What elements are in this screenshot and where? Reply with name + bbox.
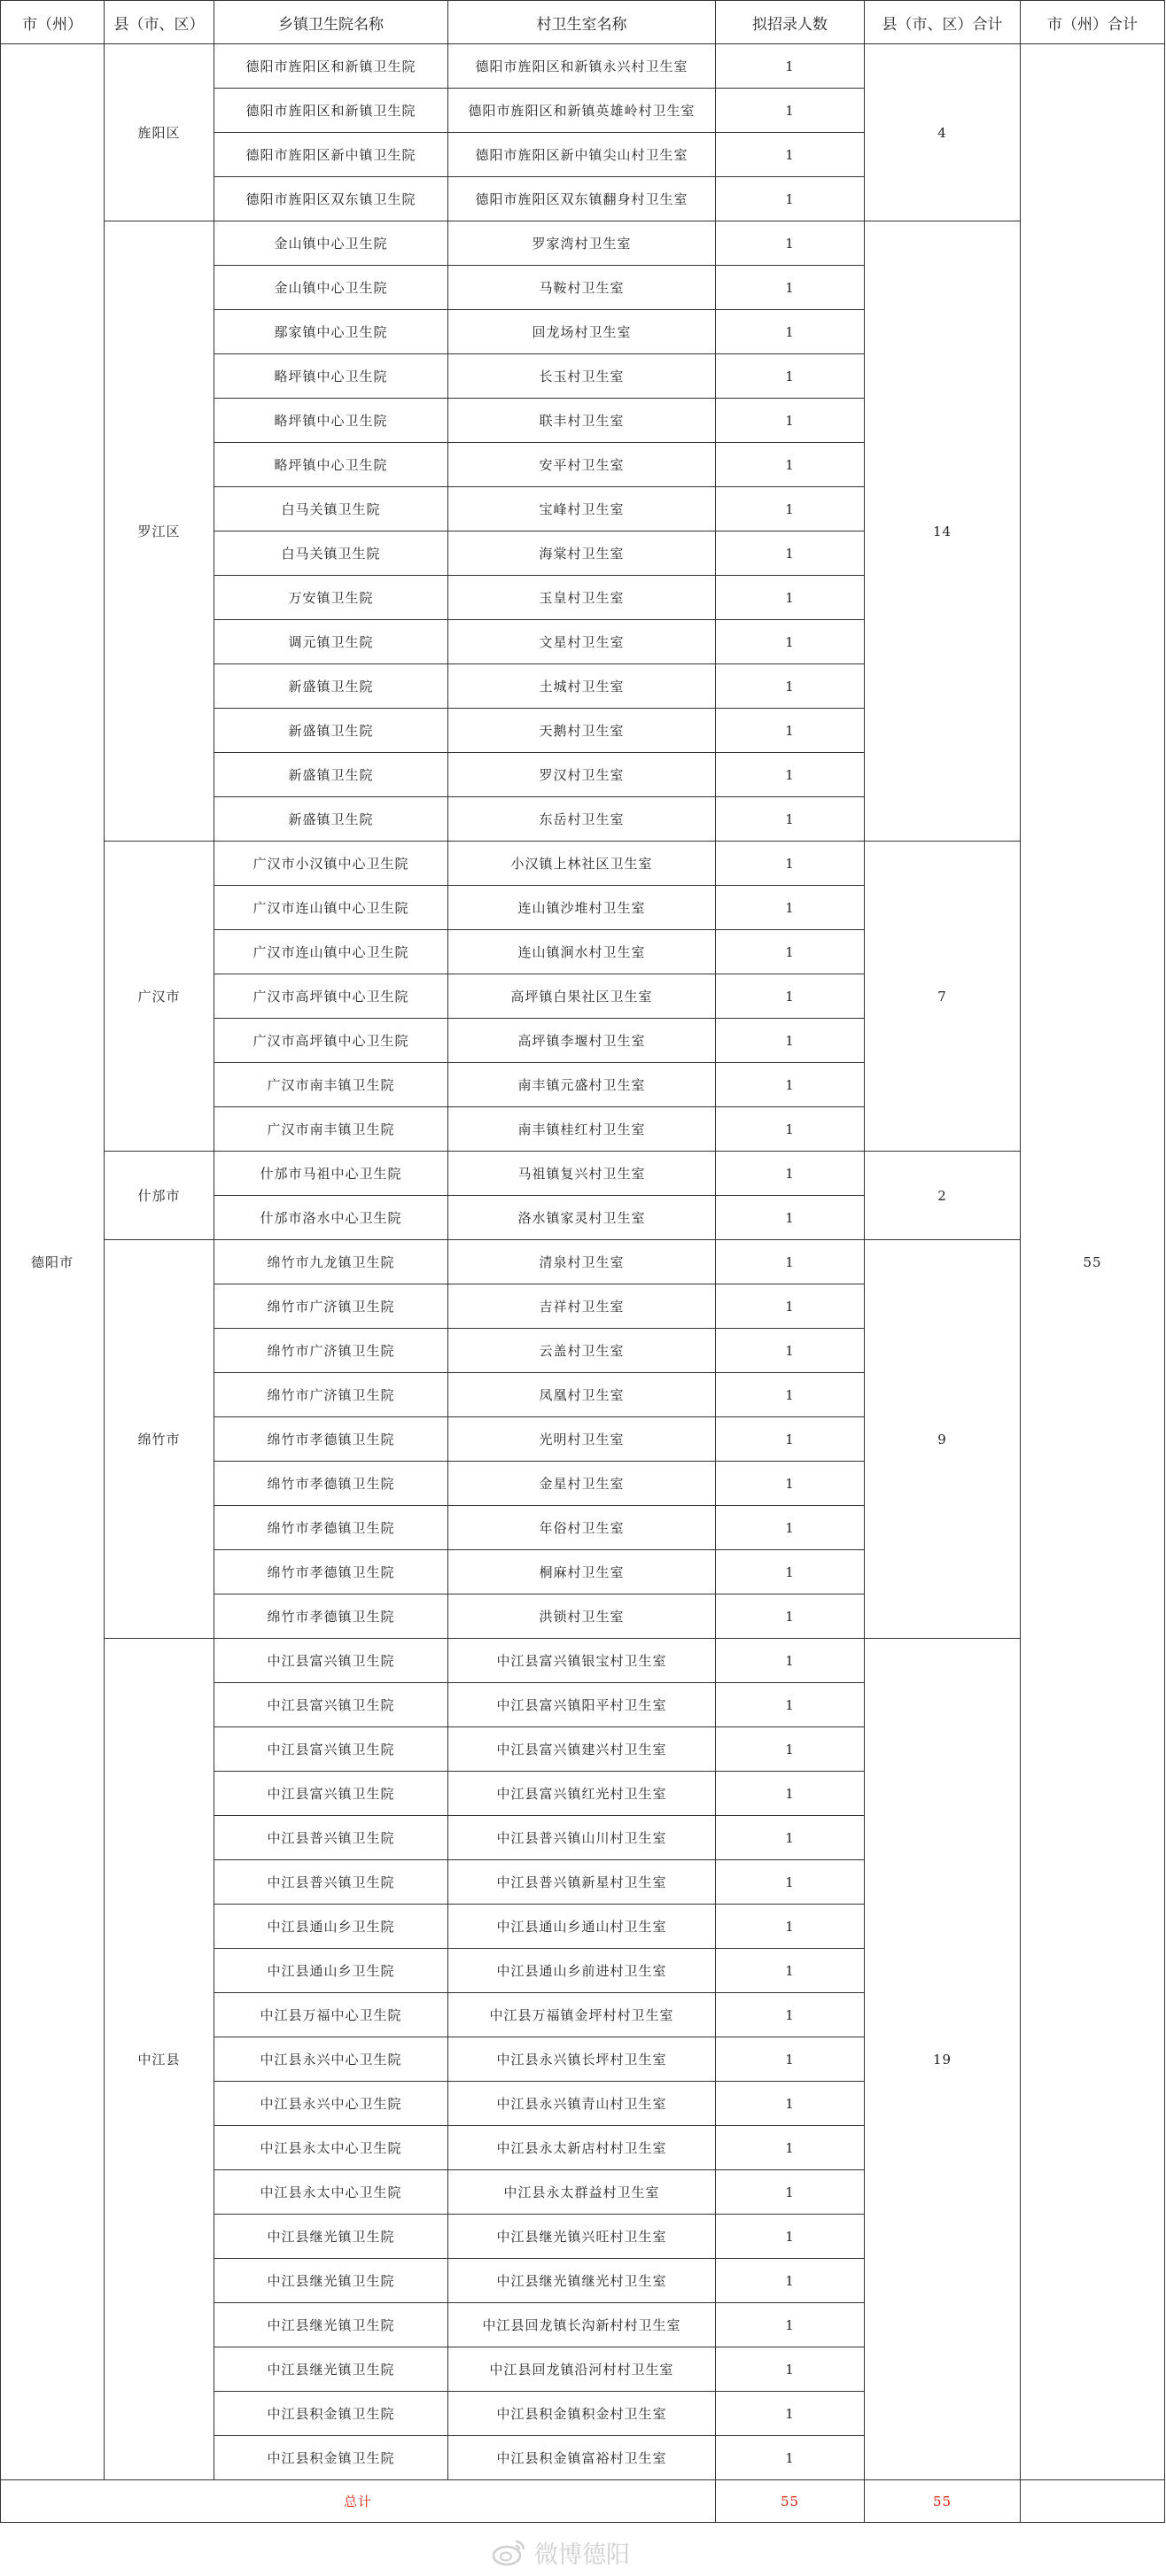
township-clinic-cell: 广汉市连山镇中心卫生院 xyxy=(214,930,448,974)
village-clinic-cell: 中江县继光镇继光村卫生室 xyxy=(448,2259,716,2303)
township-clinic-cell: 中江县继光镇卫生院 xyxy=(214,2215,448,2259)
township-clinic-cell: 新盛镇卫生院 xyxy=(214,753,448,797)
recruit-count-cell: 1 xyxy=(716,1196,865,1240)
county-name-cell: 中江县 xyxy=(105,1639,214,2480)
village-clinic-cell: 连山镇沙堆村卫生室 xyxy=(448,886,716,930)
recruit-count-cell: 1 xyxy=(716,1019,865,1063)
recruit-count-cell: 1 xyxy=(716,1816,865,1860)
township-clinic-cell: 中江县普兴镇卫生院 xyxy=(214,1816,448,1860)
township-clinic-cell: 什邡市马祖中心卫生院 xyxy=(214,1152,448,1196)
village-clinic-cell: 中江县永兴镇长坪村卫生室 xyxy=(448,2037,716,2082)
county-total-cell: 9 xyxy=(865,1240,1021,1639)
recruit-count-cell: 1 xyxy=(716,531,865,576)
village-clinic-cell: 中江县富兴镇阳平村卫生室 xyxy=(448,1683,716,1727)
township-clinic-cell: 广汉市南丰镇卫生院 xyxy=(214,1107,448,1152)
recruit-count-cell: 1 xyxy=(716,44,865,89)
weibo-watermark xyxy=(492,2534,630,2570)
village-clinic-cell: 德阳市旌阳区新中镇尖山村卫生室 xyxy=(448,133,716,177)
village-clinic-cell: 中江县普兴镇新星村卫生室 xyxy=(448,1860,716,1905)
header-city-total: 市（州）合计 xyxy=(1021,1,1165,44)
township-clinic-cell: 广汉市高坪镇中心卫生院 xyxy=(214,1019,448,1063)
village-clinic-cell: 马鞍村卫生室 xyxy=(448,266,716,310)
township-clinic-cell: 绵竹市广济镇卫生院 xyxy=(214,1284,448,1329)
recruit-count-cell: 1 xyxy=(716,1860,865,1905)
recruit-count-cell: 1 xyxy=(716,487,865,531)
table-body xyxy=(1,1,1165,2523)
village-clinic-cell: 中江县富兴镇银宝村卫生室 xyxy=(448,1639,716,1683)
township-clinic-cell: 中江县永太中心卫生院 xyxy=(214,2126,448,2170)
header-row xyxy=(1,1,1165,44)
county-name-cell: 旌阳区 xyxy=(105,44,214,221)
village-clinic-cell: 德阳市旌阳区双东镇翻身村卫生室 xyxy=(448,177,716,221)
recruit-count-cell: 1 xyxy=(716,221,865,266)
township-clinic-cell: 新盛镇卫生院 xyxy=(214,797,448,842)
recruit-count-cell: 1 xyxy=(716,2259,865,2303)
recruit-count-cell: 1 xyxy=(716,709,865,753)
recruit-count-cell: 1 xyxy=(716,399,865,443)
county-total-cell: 19 xyxy=(865,1639,1021,2480)
village-clinic-cell: 土城村卫生室 xyxy=(448,664,716,709)
village-clinic-cell: 宝峰村卫生室 xyxy=(448,487,716,531)
table-row xyxy=(1,1240,1165,1284)
header-count: 拟招录人数 xyxy=(716,1,865,44)
recruit-count-cell: 1 xyxy=(716,797,865,842)
village-clinic-cell: 洛水镇家灵村卫生室 xyxy=(448,1196,716,1240)
township-clinic-cell: 绵竹市孝德镇卫生院 xyxy=(214,1417,448,1462)
village-clinic-cell: 东岳村卫生室 xyxy=(448,797,716,842)
township-clinic-cell: 调元镇卫生院 xyxy=(214,620,448,664)
village-clinic-cell: 年俗村卫生室 xyxy=(448,1506,716,1550)
township-clinic-cell: 新盛镇卫生院 xyxy=(214,664,448,709)
recruit-count-cell: 1 xyxy=(716,1063,865,1107)
village-clinic-cell: 联丰村卫生室 xyxy=(448,399,716,443)
total-county-sum-cell: 55 xyxy=(865,2480,1021,2523)
table-row xyxy=(1,221,1165,266)
village-clinic-cell: 中江县继光镇兴旺村卫生室 xyxy=(448,2215,716,2259)
recruit-count-cell: 1 xyxy=(716,1240,865,1284)
township-clinic-cell: 德阳市旌阳区和新镇卫生院 xyxy=(214,44,448,89)
village-clinic-cell: 中江县通山乡前进村卫生室 xyxy=(448,1949,716,1993)
village-clinic-cell: 云盖村卫生室 xyxy=(448,1329,716,1373)
header-county: 县（市、区） xyxy=(105,1,214,44)
township-clinic-cell: 中江县万福中心卫生院 xyxy=(214,1993,448,2037)
watermark-text: 微博德阳 xyxy=(534,2541,630,2569)
village-clinic-cell: 中江县积金镇积金村卫生室 xyxy=(448,2392,716,2436)
recruit-count-cell: 1 xyxy=(716,2303,865,2347)
city-total-cell: 55 xyxy=(1021,44,1165,2480)
recruit-count-cell: 1 xyxy=(716,664,865,709)
township-clinic-cell: 略坪镇中心卫生院 xyxy=(214,399,448,443)
township-clinic-cell: 绵竹市孝德镇卫生院 xyxy=(214,1462,448,1506)
weibo-icon xyxy=(492,2537,527,2567)
table-row xyxy=(1,1639,1165,1683)
village-clinic-cell: 光明村卫生室 xyxy=(448,1417,716,1462)
village-clinic-cell: 洪锁村卫生室 xyxy=(448,1594,716,1639)
township-clinic-cell: 德阳市旌阳区和新镇卫生院 xyxy=(214,89,448,133)
village-clinic-cell: 马祖镇复兴村卫生室 xyxy=(448,1152,716,1196)
village-clinic-cell: 回龙场村卫生室 xyxy=(448,310,716,354)
village-clinic-cell: 高坪镇白果社区卫生室 xyxy=(448,974,716,1019)
recruit-count-cell: 1 xyxy=(716,1506,865,1550)
village-clinic-cell: 天鹅村卫生室 xyxy=(448,709,716,753)
township-clinic-cell: 绵竹市广济镇卫生院 xyxy=(214,1373,448,1417)
recruit-count-cell: 1 xyxy=(716,1639,865,1683)
township-clinic-cell: 绵竹市孝德镇卫生院 xyxy=(214,1506,448,1550)
township-clinic-cell: 新盛镇卫生院 xyxy=(214,709,448,753)
township-clinic-cell: 广汉市连山镇中心卫生院 xyxy=(214,886,448,930)
township-clinic-cell: 金山镇中心卫生院 xyxy=(214,221,448,266)
village-clinic-cell: 中江县永太新店村村卫生室 xyxy=(448,2126,716,2170)
village-clinic-cell: 中江县积金镇富裕村卫生室 xyxy=(448,2436,716,2480)
township-clinic-cell: 金山镇中心卫生院 xyxy=(214,266,448,310)
county-total-cell: 14 xyxy=(865,221,1021,842)
recruit-count-cell: 1 xyxy=(716,1550,865,1594)
village-clinic-cell: 罗汉村卫生室 xyxy=(448,753,716,797)
township-clinic-cell: 万安镇卫生院 xyxy=(214,576,448,620)
recruit-count-cell: 1 xyxy=(716,2215,865,2259)
village-clinic-cell: 高坪镇李堰村卫生室 xyxy=(448,1019,716,1063)
village-clinic-cell: 中江县富兴镇红光村卫生室 xyxy=(448,1772,716,1816)
township-clinic-cell: 中江县永兴中心卫生院 xyxy=(214,2082,448,2126)
recruit-count-cell: 1 xyxy=(716,89,865,133)
village-clinic-cell: 中江县普兴镇山川村卫生室 xyxy=(448,1816,716,1860)
township-clinic-cell: 中江县富兴镇卫生院 xyxy=(214,1772,448,1816)
township-clinic-cell: 中江县继光镇卫生院 xyxy=(214,2259,448,2303)
recruit-count-cell: 1 xyxy=(716,2392,865,2436)
township-clinic-cell: 中江县继光镇卫生院 xyxy=(214,2347,448,2392)
village-clinic-cell: 海棠村卫生室 xyxy=(448,531,716,576)
village-clinic-cell: 罗家湾村卫生室 xyxy=(448,221,716,266)
village-clinic-cell: 南丰镇元盛村卫生室 xyxy=(448,1063,716,1107)
recruit-count-cell: 1 xyxy=(716,2126,865,2170)
township-clinic-cell: 中江县富兴镇卫生院 xyxy=(214,1727,448,1772)
total-city-cell-empty xyxy=(1021,2480,1165,2523)
recruit-count-cell: 1 xyxy=(716,886,865,930)
table-row xyxy=(1,44,1165,89)
township-clinic-cell: 绵竹市孝德镇卫生院 xyxy=(214,1594,448,1639)
township-clinic-cell: 中江县富兴镇卫生院 xyxy=(214,1683,448,1727)
recruit-count-cell: 1 xyxy=(716,620,865,664)
village-clinic-cell: 中江县通山乡通山村卫生室 xyxy=(448,1905,716,1949)
city-name-cell: 德阳市 xyxy=(1,44,105,2480)
header-city: 市（州） xyxy=(1,1,105,44)
table-row xyxy=(1,1152,1165,1196)
township-clinic-cell: 中江县继光镇卫生院 xyxy=(214,2303,448,2347)
county-name-cell: 广汉市 xyxy=(105,842,214,1152)
township-clinic-cell: 中江县积金镇卫生院 xyxy=(214,2392,448,2436)
county-name-cell: 绵竹市 xyxy=(105,1240,214,1639)
township-clinic-cell: 鄢家镇中心卫生院 xyxy=(214,310,448,354)
county-total-cell: 2 xyxy=(865,1152,1021,1240)
recruit-count-cell: 1 xyxy=(716,1949,865,1993)
recruit-count-cell: 1 xyxy=(716,842,865,886)
village-clinic-cell: 玉皇村卫生室 xyxy=(448,576,716,620)
township-clinic-cell: 略坪镇中心卫生院 xyxy=(214,354,448,399)
village-clinic-cell: 中江县永太群益村卫生室 xyxy=(448,2170,716,2215)
township-clinic-cell: 德阳市旌阳区双东镇卫生院 xyxy=(214,177,448,221)
township-clinic-cell: 广汉市南丰镇卫生院 xyxy=(214,1063,448,1107)
recruit-count-cell: 1 xyxy=(716,266,865,310)
village-clinic-cell: 南丰镇桂红村卫生室 xyxy=(448,1107,716,1152)
village-clinic-cell: 中江县永兴镇青山村卫生室 xyxy=(448,2082,716,2126)
village-clinic-cell: 中江县万福镇金坪村村卫生室 xyxy=(448,1993,716,2037)
village-clinic-cell: 长玉村卫生室 xyxy=(448,354,716,399)
header-county-total: 县（市、区）合计 xyxy=(865,1,1021,44)
township-clinic-cell: 广汉市小汉镇中心卫生院 xyxy=(214,842,448,886)
village-clinic-cell: 德阳市旌阳区和新镇永兴村卫生室 xyxy=(448,44,716,89)
village-clinic-cell: 德阳市旌阳区和新镇英雄岭村卫生室 xyxy=(448,89,716,133)
recruit-count-cell: 1 xyxy=(716,753,865,797)
recruit-count-cell: 1 xyxy=(716,1772,865,1816)
recruit-count-cell: 1 xyxy=(716,1107,865,1152)
county-name-cell: 什邡市 xyxy=(105,1152,214,1240)
recruit-count-cell: 1 xyxy=(716,354,865,399)
recruit-count-cell: 1 xyxy=(716,576,865,620)
recruit-count-cell: 1 xyxy=(716,974,865,1019)
township-clinic-cell: 中江县富兴镇卫生院 xyxy=(214,1639,448,1683)
recruit-count-cell: 1 xyxy=(716,2082,865,2126)
village-clinic-cell: 桐麻村卫生室 xyxy=(448,1550,716,1594)
village-clinic-cell: 小汉镇上林社区卫生室 xyxy=(448,842,716,886)
county-total-cell: 4 xyxy=(865,44,1021,221)
total-label-cell: 总计 xyxy=(1,2480,716,2523)
village-clinic-cell: 文星村卫生室 xyxy=(448,620,716,664)
recruit-count-cell: 1 xyxy=(716,1329,865,1373)
village-clinic-cell: 吉祥村卫生室 xyxy=(448,1284,716,1329)
recruit-count-cell: 1 xyxy=(716,1462,865,1506)
total-row xyxy=(1,2480,1165,2523)
township-clinic-cell: 什邡市洛水中心卫生院 xyxy=(214,1196,448,1240)
county-total-cell: 7 xyxy=(865,842,1021,1152)
recruit-count-cell: 1 xyxy=(716,1373,865,1417)
village-clinic-cell: 清泉村卫生室 xyxy=(448,1240,716,1284)
recruit-count-cell: 1 xyxy=(716,1683,865,1727)
township-clinic-cell: 广汉市高坪镇中心卫生院 xyxy=(214,974,448,1019)
recruit-count-cell: 1 xyxy=(716,1417,865,1462)
recruit-count-cell: 1 xyxy=(716,1594,865,1639)
recruit-count-cell: 1 xyxy=(716,1993,865,2037)
recruit-count-cell: 1 xyxy=(716,2436,865,2480)
total-count-cell: 55 xyxy=(716,2480,865,2523)
recruit-count-cell: 1 xyxy=(716,177,865,221)
village-clinic-cell: 中江县富兴镇建兴村卫生室 xyxy=(448,1727,716,1772)
recruit-count-cell: 1 xyxy=(716,2170,865,2215)
township-clinic-cell: 白马关镇卫生院 xyxy=(214,531,448,576)
township-clinic-cell: 白马关镇卫生院 xyxy=(214,487,448,531)
township-clinic-cell: 绵竹市九龙镇卫生院 xyxy=(214,1240,448,1284)
recruit-count-cell: 1 xyxy=(716,1905,865,1949)
recruit-count-cell: 1 xyxy=(716,1152,865,1196)
township-clinic-cell: 中江县积金镇卫生院 xyxy=(214,2436,448,2480)
table-row xyxy=(1,842,1165,886)
township-clinic-cell: 德阳市旌阳区新中镇卫生院 xyxy=(214,133,448,177)
county-name-cell: 罗江区 xyxy=(105,221,214,842)
township-clinic-cell: 绵竹市孝德镇卫生院 xyxy=(214,1550,448,1594)
recruit-count-cell: 1 xyxy=(716,1284,865,1329)
recruit-count-cell: 1 xyxy=(716,2347,865,2392)
recruit-count-cell: 1 xyxy=(716,2037,865,2082)
township-clinic-cell: 中江县永太中心卫生院 xyxy=(214,2170,448,2215)
township-clinic-cell: 中江县永兴中心卫生院 xyxy=(214,2037,448,2082)
recruit-count-cell: 1 xyxy=(716,1727,865,1772)
recruit-count-cell: 1 xyxy=(716,310,865,354)
recruit-count-cell: 1 xyxy=(716,930,865,974)
township-clinic-cell: 绵竹市广济镇卫生院 xyxy=(214,1329,448,1373)
township-clinic-cell: 中江县普兴镇卫生院 xyxy=(214,1860,448,1905)
township-clinic-cell: 中江县通山乡卫生院 xyxy=(214,1905,448,1949)
recruit-count-cell: 1 xyxy=(716,133,865,177)
village-clinic-cell: 中江县回龙镇沿河村村卫生室 xyxy=(448,2347,716,2392)
header-township: 乡镇卫生院名称 xyxy=(214,1,448,44)
village-clinic-cell: 中江县回龙镇长沟新村村卫生室 xyxy=(448,2303,716,2347)
header-village: 村卫生室名称 xyxy=(448,1,716,44)
village-clinic-cell: 凤凰村卫生室 xyxy=(448,1373,716,1417)
village-clinic-cell: 连山镇涧水村卫生室 xyxy=(448,930,716,974)
township-clinic-cell: 中江县通山乡卫生院 xyxy=(214,1949,448,1993)
recruit-count-cell: 1 xyxy=(716,443,865,487)
township-clinic-cell: 略坪镇中心卫生院 xyxy=(214,443,448,487)
village-clinic-cell: 安平村卫生室 xyxy=(448,443,716,487)
village-clinic-cell: 金星村卫生室 xyxy=(448,1462,716,1506)
